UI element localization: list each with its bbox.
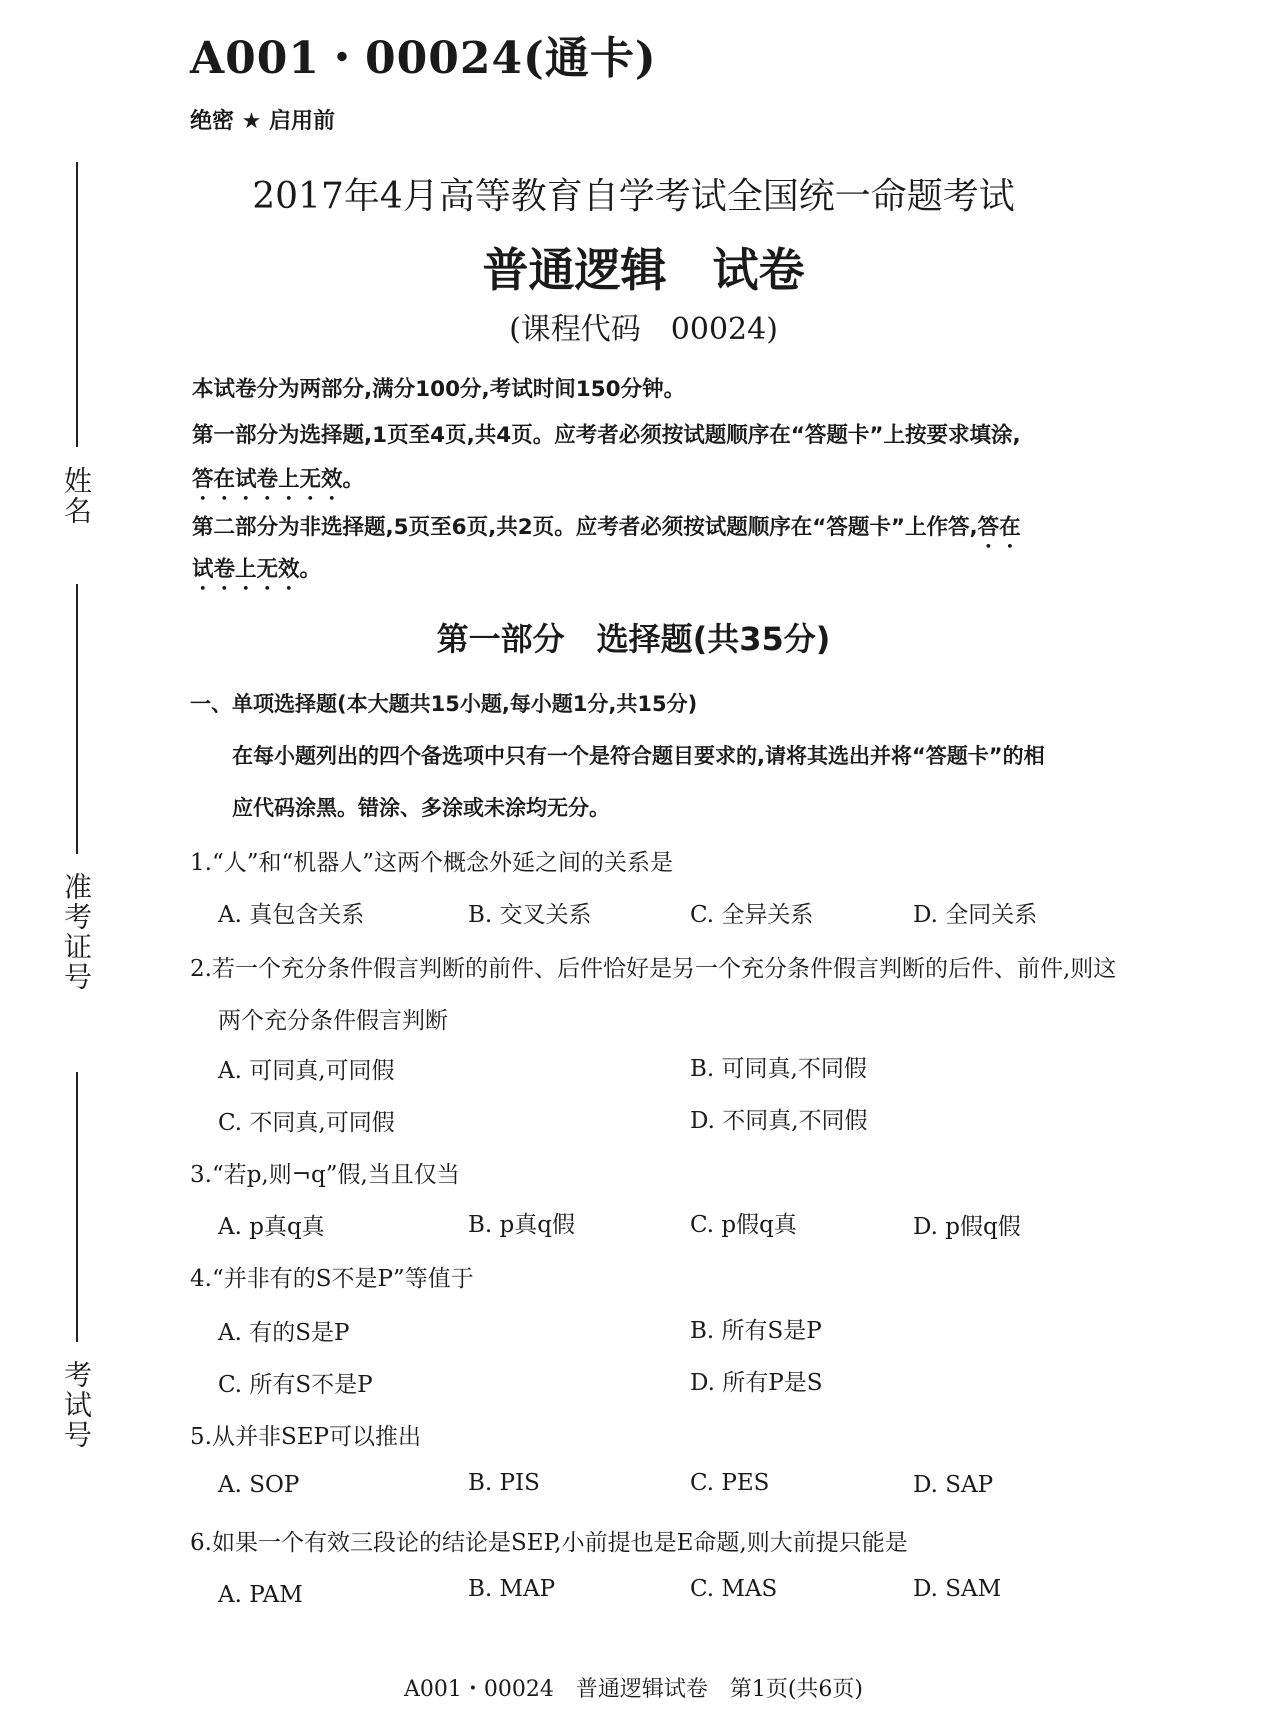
part1-heading: 第一部分 选择题(共35分) <box>436 620 831 658</box>
admission-number-line <box>76 1072 78 1342</box>
question-5-option-b: B. PIS <box>468 1470 540 1496</box>
question-2-stem: 2.若一个充分条件假言判断的前件、后件恰好是另一个充分条件假言判断的后件、前件,则这 <box>190 956 1117 982</box>
question-1-option-d: D. 全同关系 <box>913 902 1038 928</box>
question-2-option-a: A. 可同真,可同假 <box>218 1058 395 1084</box>
question-6-option-c: C. MAS <box>690 1576 778 1602</box>
question-6-option-d: D. SAM <box>913 1576 1002 1602</box>
question-1-option-a: A. 真包含关系 <box>218 902 365 928</box>
question-2-option-d: D. 不同真,不同假 <box>690 1108 868 1134</box>
question-5-stem: 5.从并非SEP可以推出 <box>190 1424 421 1450</box>
question-3-option-a: A. p真q真 <box>218 1214 325 1240</box>
question-4-stem: 4.“并非有的S不是P”等值于 <box>190 1266 474 1292</box>
question-5-option-a: A. SOP <box>218 1472 300 1498</box>
instruction-line-4-emphasis: 答在 <box>977 515 1021 540</box>
question-1-option-c: C. 全异关系 <box>690 902 814 928</box>
question-2-option-b: B. 可同真,不同假 <box>690 1056 867 1082</box>
question-5-option-d: D. SAP <box>913 1472 994 1498</box>
question-3-option-d: D. p假q假 <box>913 1214 1021 1240</box>
question-5-option-c: C. PES <box>690 1470 770 1496</box>
question-6-stem: 6.如果一个有效三段论的结论是SEP,小前提也是E命题,则大前提只能是 <box>190 1530 908 1556</box>
question-6-option-b: B. MAP <box>468 1576 556 1602</box>
question-6-option-a: A. PAM <box>218 1582 303 1608</box>
section-desc-1: 在每小题列出的四个备选项中只有一个是符合题目要求的,请将其选出并将“答题卡”的相 <box>232 744 1045 768</box>
question-2-option-c: C. 不同真,可同假 <box>218 1110 395 1136</box>
question-4-option-c: C. 所有S不是P <box>218 1372 373 1398</box>
instruction-line-4 <box>192 510 1021 553</box>
instruction-line-4-text: 第二部分为非选择题,5页至6页,共2页。应考者必须按试题顺序在“答题卡”上作答, <box>192 515 978 540</box>
instruction-line-1: 本试卷分为两部分,满分100分,考试时间150分钟。 <box>192 377 686 402</box>
question-3-option-b: B. p真q假 <box>468 1212 575 1238</box>
question-1-stem: 1.“人”和“机器人”这两个概念外延之间的关系是 <box>190 850 673 876</box>
course-code: (课程代码 00024) <box>509 312 778 347</box>
question-2-stem-continued: 两个充分条件假言判断 <box>218 1008 448 1034</box>
confidential-label: 绝密 ★ 启用前 <box>190 109 336 134</box>
section-desc-2: 应代码涂黑。错涂、多涂或未涂均无分。 <box>232 796 610 820</box>
section-title: 一、单项选择题(本大题共15小题,每小题1分,共15分) <box>190 692 698 716</box>
name-field-label: 姓名 <box>60 466 93 526</box>
exam-number-label: 考试号 <box>60 1360 93 1450</box>
instruction-line-2: 第一部分为选择题,1页至4页,共4页。应考者必须按试题顺序在“答题卡”上按要求填涂, <box>192 423 1021 448</box>
admission-number-label: 准考证号 <box>60 872 93 992</box>
instruction-line-3: 答在试卷上无效。 <box>192 467 365 492</box>
question-3-stem: 3.“若p,则¬q”假,当且仅当 <box>190 1162 460 1188</box>
question-3-option-c: C. p假q真 <box>690 1212 797 1238</box>
question-4-option-a: A. 有的S是P <box>218 1320 350 1346</box>
instruction-line-5: 试卷上无效。 <box>192 557 322 582</box>
paper-title: 普通逻辑 试卷 <box>482 243 805 297</box>
page-footer: A001・00024 普通逻辑试卷 第1页(共6页) <box>403 1677 864 1702</box>
exam-title: 2017年4月高等教育自学考试全国统一命题考试 <box>252 176 1015 217</box>
question-4-option-d: D. 所有P是S <box>690 1370 823 1396</box>
question-4-option-b: B. 所有S是P <box>690 1318 822 1344</box>
question-1-option-b: B. 交叉关系 <box>468 902 592 928</box>
paper-code-title: A001・00024(通卡) <box>190 33 657 84</box>
